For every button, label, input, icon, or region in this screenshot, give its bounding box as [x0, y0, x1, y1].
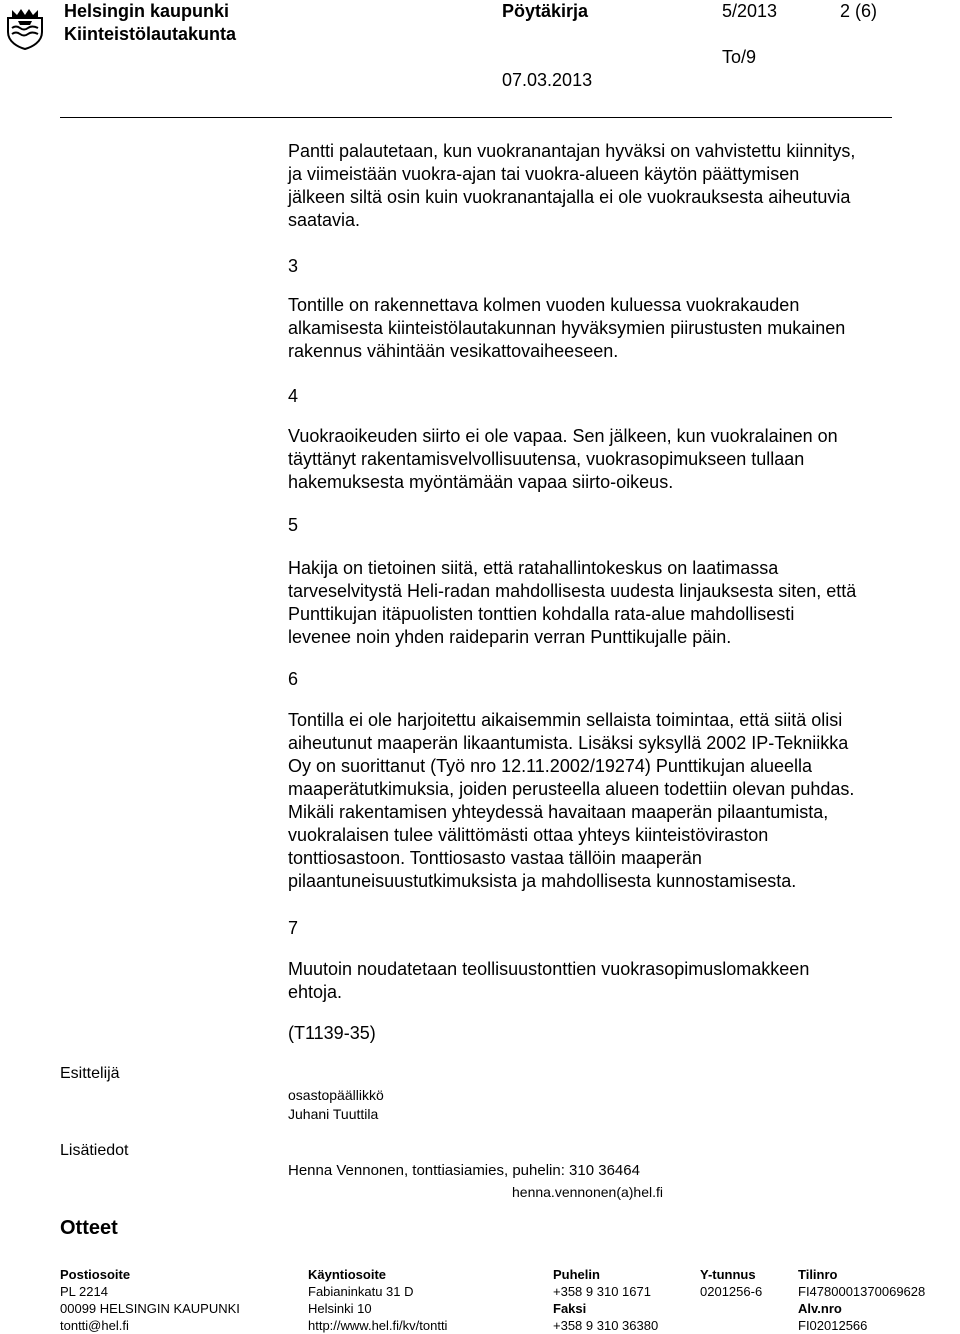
footer-vat-value: FI02012566: [798, 1318, 868, 1333]
info-contact: Henna Vennonen, tonttiasiamies, puhelin: 310 36464: [288, 1162, 640, 1179]
board-name: Kiinteistölautakunta: [64, 24, 237, 44]
paragraph-7: Muutoin noudatetaan teollisuustonttien vuokrasopimuslomakkeen ehtoja.: [288, 959, 810, 1002]
footer-visiting: [308, 1266, 447, 1334]
footer-fax-heading: Faksi: [553, 1301, 587, 1316]
footer-visiting-city: Helsinki 10: [308, 1301, 372, 1316]
footer-business-id-heading: Y-tunnus: [700, 1267, 756, 1282]
paragraph-3: Tontille on rakennettava kolmen vuoden kuluessa vuokrakauden alkamisesta kiinteistölautakunnan hyväksymien piirustusten mukainen rakennus vähintään vesikattovaiheeseen.: [288, 295, 846, 361]
doc-type: Pöytäkirja: [502, 1, 589, 21]
footer-fax-number: +358 9 310 36380: [553, 1318, 659, 1333]
footer-phone-heading: Puhelin: [553, 1267, 600, 1282]
footer-postal-box: PL 2214: [60, 1284, 108, 1299]
clause-number-4: 4: [288, 386, 299, 406]
footer-business-id-value: 0201256-6: [700, 1284, 763, 1299]
footer-account: [798, 1266, 925, 1334]
clause-number-6: 6: [288, 669, 299, 689]
footer-website-link[interactable]: http://www.hel.fi/kv/tontti: [308, 1318, 448, 1333]
extracts-heading: Otteet: [60, 1217, 118, 1239]
helsinki-crest-icon: [4, 4, 46, 50]
page-number: 2 (6): [840, 1, 878, 21]
info-label: Lisätiedot: [60, 1142, 129, 1159]
footer-visiting-street: Fabianinkatu 31 D: [308, 1284, 414, 1299]
doc-number: 5/2013: [722, 1, 778, 21]
paragraph-6: Tontilla ei ole harjoitettu aikaisemmin sellaista toimintaa, että siitä olisi aiheutunut maaperän likaantumista. Lisäksi syksyllä 2002 IP-Tekniikka Oy on suorittanut (Työ nro 12.11.2002/19274) Punttikujan alueella maaperätutkimuksia, joiden perusteella alueen todettiin olevan puhdas. Mikäli rakentamisen yhteydessä havaitaan maaperän pilaantumista, vuokralaisen tulee välittömästi ottaa yhteys kiinteistöviraston tonttiosastoon. Tonttiosasto vastaa tällöin maaperän pilaantuneisuustutkimuksista ja mahdollisesta kunnostamisesta.: [288, 710, 855, 891]
footer-visiting-heading: Käyntiosoite: [308, 1267, 387, 1282]
footer-email-link[interactable]: tontti@hel.fi: [60, 1318, 129, 1333]
footer-postal: [60, 1266, 240, 1334]
footer-business-id: [700, 1266, 762, 1300]
header-divider: [60, 117, 892, 118]
footer-phone-number: +358 9 310 1671: [553, 1284, 651, 1299]
footer-postal-city: 00099 HELSINGIN KAUPUNKI: [60, 1301, 240, 1316]
footer-account-value: FI4780001370069628: [798, 1284, 926, 1299]
presenter-label: Esittelijä: [60, 1065, 120, 1082]
footer-account-heading: Tilinro: [798, 1267, 838, 1282]
clause-number-3: 3: [288, 256, 299, 276]
presenter-name: Juhani Tuuttila: [288, 1106, 379, 1122]
info-email[interactable]: henna.vennonen(a)hel.fi: [512, 1184, 664, 1200]
paragraph-5: Hakija on tietoinen siitä, että ratahallintokeskus on laatimassa tarveselvitystä Heli-radan mahdollisesta uudesta linjauksesta siten, että Punttikujan itäpuolisten tonttien kohdalla rata-alue mahdollisesti levenee noin yhden raideparin verran Punttikujalle päin.: [288, 558, 857, 647]
paragraph-intro: Pantti palautetaan, kun vuokranantajan hyväksi on vahvistettu kiinnitys, ja viimeistään vuokra-ajan tai vuokra-alueen käytön päättymisen jälkeen siltä osin kuin vuokranantajalla ei ole vuokrauksesta aiheutuvia saatavia.: [288, 141, 856, 230]
meeting-date: 07.03.2013: [502, 70, 593, 90]
org-name: Helsingin kaupunki: [64, 1, 230, 21]
presenter-title: osastopäällikkö: [288, 1087, 384, 1103]
clause-number-5: 5: [288, 515, 299, 535]
footer-phone: [553, 1266, 658, 1334]
section-id: To/9: [722, 47, 757, 67]
reference-code: (T1139-35): [288, 1023, 376, 1043]
paragraph-4: Vuokraoikeuden siirto ei ole vapaa. Sen jälkeen, kun vuokralainen on täyttänyt rakentamisvelvollisuutensa, vuokrasopimukseen tullaan hakemuksesta myöntämään vapaa siirto-oikeus.: [288, 426, 838, 492]
clause-number-7: 7: [288, 918, 299, 938]
footer-vat-heading: Alv.nro: [798, 1301, 842, 1316]
footer-postal-heading: Postiosoite: [60, 1267, 131, 1282]
